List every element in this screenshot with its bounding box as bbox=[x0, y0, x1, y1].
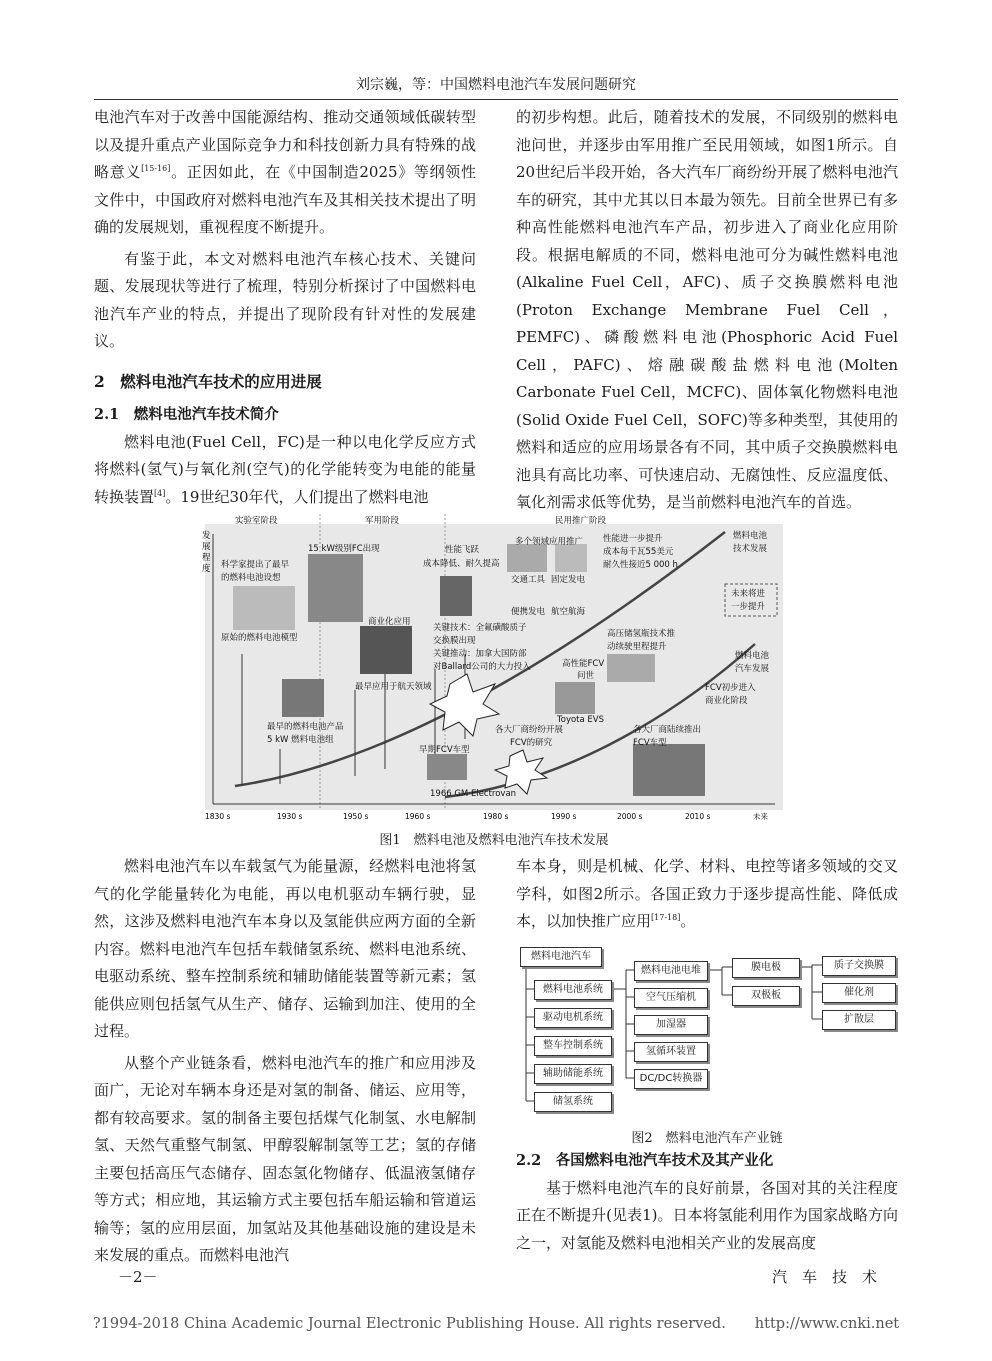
paragraph-4: 的初步构想。此后，随着技术的发展，不同级别的燃料电池问世，并逐步由军用推广至民用领域，如图1所示。自20世纪后半段开始，各大汽车厂商纷纷开展了燃料电池汽车的研究，其中尤其以日本最为领先。目前全世界已有多种高性能燃料电池汽车产品，初步进入了商业化应用阶段。根据电解质的不同，燃料电池可分为碱性燃料电池(Alkaline Fuel Cell，AFC)、质子交换膜燃料电池(Proton Exchange Membrane Fuel Cell，PEMFC)、磷酸燃料电池(Phosphoric Acid Fuel Cell，PAFC)、熔融碳酸盐燃料电池(Molten Carbonate Fuel Cell，MCFC)、固体氧化物燃料电池(Solid Oxide Fuel Cell，SOFC)等多种类型，其使用的燃料和适应的应用场景各有不同，其中质子交换膜燃料电池具有高比功率、可快速启动、无腐蚀性、反应温度低、氧化剂需求低等优势，是当前燃料电池汽车的首选。 bbox=[516, 108, 898, 511]
copyright-line: ?1994-2018 China Academic Journal Electronic Publishing House. All rights reserved. http://www.cnki.net bbox=[92, 1316, 900, 1332]
fig-label: 各大厂商纷纷开展 bbox=[495, 725, 564, 735]
subsection-heading: 2.1 燃料电池汽车技术简介 bbox=[94, 406, 279, 423]
figure-2-diagram bbox=[516, 937, 906, 1117]
fig-label: FCV车型 bbox=[633, 738, 667, 748]
left-column-top bbox=[94, 104, 476, 511]
fig-label: 最早应用于航天领域 bbox=[355, 682, 432, 692]
fig-label: 燃料电池 bbox=[733, 531, 768, 541]
image-placeholder bbox=[308, 554, 363, 622]
fig-label: 便携发电 bbox=[511, 607, 546, 617]
header-rule bbox=[94, 99, 898, 100]
svg-text:度: 度 bbox=[202, 564, 211, 574]
paragraph-7 bbox=[516, 853, 898, 936]
fig-label: 商业化阶段 bbox=[705, 696, 748, 706]
image-placeholder bbox=[233, 586, 295, 630]
fig-label: 高性能FCV bbox=[562, 659, 605, 669]
fig-label: 成本降低、耐久提高 bbox=[423, 559, 500, 569]
paragraph-text: 。正因如此，在《中国制造2025》等纲领性文件中，中国政府对燃料电池汽车及其相关技术提出了明确的发展规划，重视程度不断提升。 bbox=[94, 163, 476, 236]
fig-label: 的燃料电池设想 bbox=[221, 573, 281, 583]
fig2-mea-part: 质子交换膜 bbox=[822, 956, 896, 976]
fig-label: 技术发展 bbox=[733, 544, 768, 554]
svg-text:1980 s: 1980 s bbox=[483, 812, 509, 821]
image-placeholder bbox=[507, 544, 547, 572]
figure-1-timeline bbox=[202, 514, 783, 824]
paragraph-text: 燃料电池(Fuel Cell，FC)是一种以电化学反应方式将燃料(氢气)与氧化剂(空气)的化学能转变为电能的能量转换装置 bbox=[94, 432, 476, 506]
paragraph-8: 基于燃料电池汽车的良好前景，各国对其的关注程度正在不断提升(见表1)。日本将氢能利用作为国家战略方向之一，对氢能及燃料电池相关产业的发展高度 bbox=[516, 1178, 898, 1252]
stage-label: 军用阶段 bbox=[365, 516, 400, 526]
x-axis-ticks bbox=[205, 811, 768, 821]
citation: [4] bbox=[154, 488, 166, 498]
svg-text:1950 s: 1950 s bbox=[343, 812, 369, 821]
fig-label: 未来将进 bbox=[731, 589, 766, 599]
section-heading: 2 燃料电池汽车技术的应用进展 bbox=[94, 371, 322, 391]
svg-text:未来: 未来 bbox=[753, 812, 768, 821]
fig-label: 原始的燃料电池模型 bbox=[221, 633, 298, 643]
fig-label: 1966 GM Electrovan bbox=[430, 789, 517, 799]
paragraph-text: 车本身，则是机械、化学、材料、电控等诸多领域的交叉学科，如图2所示。各国正致力于逐步提高性能、降低成本，以加快推广应用 bbox=[516, 857, 898, 930]
image-placeholder bbox=[607, 654, 655, 682]
image-placeholder bbox=[633, 744, 705, 796]
stage-label: 民用推广阶段 bbox=[555, 516, 607, 526]
fig-label: 最早的燃料电池产品 bbox=[267, 722, 344, 732]
fig2-system: 驱动电机系统 bbox=[534, 1008, 612, 1028]
fig2-component: 燃料电池电堆 bbox=[634, 961, 708, 981]
fig2-root: 燃料电池汽车 bbox=[520, 947, 602, 967]
image-placeholder bbox=[555, 544, 587, 572]
fig2-system: 整车控制系统 bbox=[534, 1036, 612, 1056]
citation: [15-16] bbox=[141, 164, 171, 173]
right-column-top bbox=[516, 104, 898, 517]
fig-label: 问世 bbox=[577, 671, 595, 681]
paragraph-5: 燃料电池汽车以车载氢气为能量源，经燃料电池将氢气的化学能量转化为电能，再以电机驱动车辆行驶，显然，这涉及燃料电池汽车本身以及氢能供应两方面的全新内容。燃料电池汽车包括车载储氢系统、燃料电池系统、电驱动系统、整车控制系统和辅助储能装置等新元素；氢能供应则包括氢气从生产、储存、运输到加注、使用的全过程。 bbox=[94, 857, 476, 1040]
right-column-section-2-2 bbox=[516, 1147, 898, 1257]
paragraph-6: 从整个产业链条看，燃料电池汽车的推广和应用涉及面广，无论对车辆本身还是对氢的制备、储运、应用等，都有较高要求。氢的制备主要包括煤气化制氢、水电解制氢、天然气重整气制氢、甲醇裂解制氢等工艺；氢的存储主要包括高压气态储存、固态氢化物储存、低温液氢储存等方式；相应地，其运输方式主要包括车船运输和管道运输等；氢的应用层面，加氢站及其他基础设施的建设是未来发展的重点。而燃料电池汽 bbox=[94, 1053, 476, 1264]
svg-text:1990 s: 1990 s bbox=[551, 812, 577, 821]
fig2-mea-part: 催化剂 bbox=[822, 983, 896, 1003]
svg-text:2010 s: 2010 s bbox=[685, 812, 711, 821]
image-placeholder bbox=[440, 576, 472, 616]
figure-1-caption: 图1 燃料电池及燃料电池汽车技术发展 bbox=[379, 833, 609, 848]
fig2-stack-part: 膜电极 bbox=[732, 958, 800, 978]
fig-label: 一步提升 bbox=[731, 602, 766, 612]
paragraph-text: 。 bbox=[680, 912, 696, 930]
image-placeholder bbox=[282, 679, 324, 717]
fig2-stack-part: 双极板 bbox=[732, 986, 800, 1006]
subsection-heading: 2.2 各国燃料电池汽车技术及其产业化 bbox=[516, 1152, 774, 1169]
paragraph-1 bbox=[94, 104, 476, 242]
fig-label: 各大厂商陆续推出 bbox=[633, 725, 702, 735]
svg-text:发: 发 bbox=[202, 531, 211, 541]
fig-label: 关键技术：全氟磺酸质子 bbox=[433, 623, 527, 633]
paragraph-text: 。19世纪30年代，人们提出了燃料电池 bbox=[165, 487, 429, 506]
svg-text:1830 s: 1830 s bbox=[205, 812, 231, 821]
fig-label: 关键推动：加拿大国防部 bbox=[433, 649, 527, 659]
fig-label: 对Ballard公司的大力投入 bbox=[433, 662, 531, 672]
fig2-system: 燃料电池系统 bbox=[534, 980, 612, 1000]
svg-text:2000 s: 2000 s bbox=[617, 812, 643, 821]
fig2-component: 氢循环装置 bbox=[634, 1042, 708, 1062]
fig-label: 燃料电池 bbox=[735, 651, 770, 661]
fig-label: FCV初步进入 bbox=[705, 683, 756, 693]
fig-label: 成本每千瓦55美元 bbox=[603, 547, 674, 557]
svg-text:展: 展 bbox=[202, 542, 211, 552]
fig-label: FCV的研究 bbox=[510, 738, 553, 748]
paragraph-3 bbox=[94, 429, 476, 512]
fig2-mea-part: 扩散层 bbox=[822, 1010, 896, 1030]
fig2-component: DC/DC转换器 bbox=[634, 1069, 708, 1089]
fig2-system: 辅助储能系统 bbox=[534, 1064, 612, 1084]
fig-label: 耐久性接近5 000 h bbox=[603, 560, 678, 570]
left-column-bottom bbox=[94, 853, 476, 1270]
running-header: 刘宗巍，等：中国燃料电池汽车发展问题研究 bbox=[356, 77, 636, 93]
fig-label: 科学家提出了最早 bbox=[221, 560, 290, 570]
fig-label: Toyota EVS bbox=[557, 715, 605, 725]
fig-label: 早期FCV车型 bbox=[419, 745, 470, 755]
fig-label: 商业化应用 bbox=[368, 617, 411, 627]
fig-label: 5 kW 燃料电池组 bbox=[267, 735, 334, 745]
paragraph-2: 有鉴于此，本文对燃料电池汽车核心技术、关键问题、发展现状等进行了梳理，特别分析探讨了中国燃料电池汽车产业的特点，并提出了现阶段有针对性的发展建议。 bbox=[94, 249, 476, 350]
fig-label: 性能飞跃 bbox=[445, 545, 480, 555]
svg-text:1930 s: 1930 s bbox=[277, 812, 303, 821]
svg-text:程: 程 bbox=[202, 553, 211, 563]
image-placeholder bbox=[427, 754, 467, 780]
fig-label: 性能进一步提升 bbox=[603, 534, 663, 544]
page-number: －2－ bbox=[118, 1268, 158, 1286]
fig2-component: 空气压缩机 bbox=[634, 988, 708, 1008]
journal-name: 汽 车 技 术 bbox=[772, 1268, 878, 1286]
image-placeholder bbox=[555, 682, 595, 714]
fig-label: 航空航海 bbox=[551, 607, 586, 617]
fig-label: 高压储氢瓶技术推 bbox=[607, 629, 676, 639]
fig-label: 动续驶里程提升 bbox=[607, 642, 667, 652]
right-column-bottom bbox=[516, 853, 898, 936]
fig-label: 固定发电 bbox=[551, 575, 586, 585]
fig-label: 多个领域应用推广 bbox=[515, 537, 584, 547]
fig2-component: 加湿器 bbox=[634, 1015, 708, 1035]
citation: [17-18] bbox=[651, 913, 681, 922]
svg-text:1960 s: 1960 s bbox=[405, 812, 431, 821]
image-placeholder bbox=[360, 626, 412, 674]
fig-label: 交通工具 bbox=[511, 575, 546, 585]
fig-label: 交换膜出现 bbox=[433, 636, 476, 646]
fig2-system: 储氢系统 bbox=[534, 1092, 612, 1112]
paragraph-text: 电池汽车对于改善中国能源结构、推动交通领域低碳转型以及提升重点产业国际竞争力和科技创新力具有特殊的战略意义 bbox=[94, 108, 476, 181]
figure-2-caption: 图2 燃料电池汽车产业链 bbox=[631, 1131, 783, 1146]
stage-label: 实验室阶段 bbox=[235, 516, 278, 526]
fig-label: 汽车发展 bbox=[735, 664, 770, 674]
fig-label: 15 kW级别FC出现 bbox=[308, 544, 380, 554]
